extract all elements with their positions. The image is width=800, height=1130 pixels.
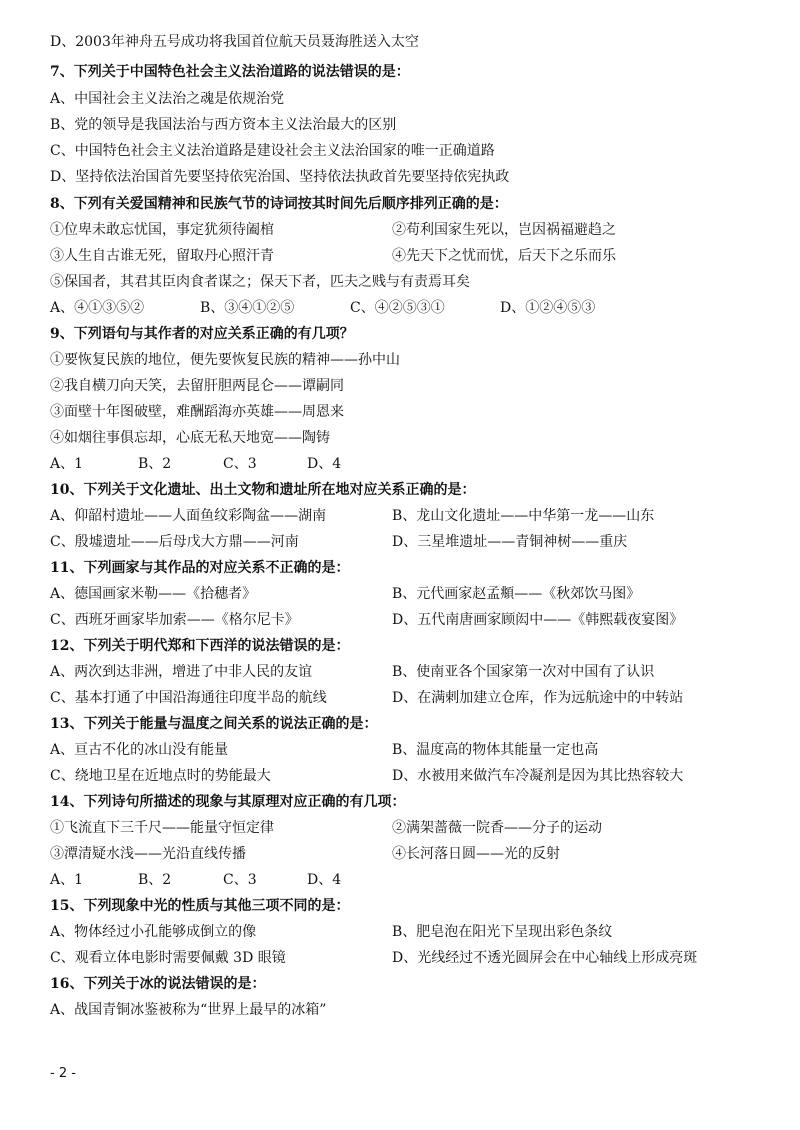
question-11-option-d: D、五代南唐画家顾闳中——《韩熙载夜宴图》 <box>392 612 684 628</box>
question-12-option-c: C、基本打通了中国沿海通往印度半岛的航线 <box>50 690 327 706</box>
question-14-stem: 14、下列诗句所描述的现象与其原理对应正确的有几项： <box>50 794 406 810</box>
question-8-stem: 8、下列有关爱国精神和民族气节的诗词按其时间先后顺序排列正确的是： <box>50 196 508 212</box>
question-13-option-a: A、亘古不化的冰山没有能量 <box>50 742 229 758</box>
question-14-option-b: B、2 <box>138 872 172 888</box>
question-9-item-2: ②我自横刀向天笑，去留肝胆两昆仑——谭嗣同 <box>50 378 344 394</box>
question-15-stem: 15、下列现象中光的性质与其他三项不同的是： <box>50 898 350 914</box>
question-11-option-c: C、西班牙画家毕加索——《格尔尼卡》 <box>50 612 299 628</box>
question-8-option-d: D、①②④⑤③ <box>500 300 596 316</box>
question-15-option-d: D、光线经过不透光圆屏会在中心轴线上形成亮斑 <box>392 950 698 966</box>
question-15-option-b: B、肥皂泡在阳光下呈现出彩色条纹 <box>392 924 613 940</box>
question-7-option-b: B、党的领导是我国法治与西方资本主义法治最大的区别 <box>50 117 397 133</box>
question-13-stem: 13、下列关于能量与温度之间关系的说法正确的是： <box>50 716 378 732</box>
question-8-poem-5: ⑤保国者，其君其臣肉食者谋之；保天下者，匹夫之贱与有责焉耳矣 <box>50 274 470 290</box>
question-14-item-4: ④长河落日圆——光的反射 <box>392 846 560 862</box>
question-10-option-c: C、殷墟遗址——后母戊大方鼎——河南 <box>50 534 299 550</box>
question-15-option-c: C、观看立体电影时需要佩戴 3D 眼镜 <box>50 950 286 966</box>
question-7-stem: 7、下列关于中国特色社会主义法治道路的说法错误的是： <box>50 64 410 80</box>
question-14-option-c: C、3 <box>223 872 257 888</box>
question-12-option-d: D、在满剌加建立仓库，作为远航途中的中转站 <box>392 690 684 706</box>
question-8-option-c: C、④②⑤③① <box>350 300 445 316</box>
page-number: - 2 - <box>50 1066 76 1081</box>
question-14-item-2: ②满架蔷薇一院香——分子的运动 <box>392 820 602 836</box>
question-8-poem-3: ③人生自古谁无死，留取丹心照汗青 <box>50 248 274 264</box>
question-7-option-a: A、中国社会主义法治之魂是依规治党 <box>50 91 285 107</box>
question-9-option-a: A、1 <box>50 456 84 472</box>
question-8-poem-4: ④先天下之忧而忧，后天下之乐而乐 <box>392 248 616 264</box>
question-12-option-a: A、两次到达非洲，增进了中非人民的友谊 <box>50 664 313 680</box>
question-13-option-c: C、绕地卫星在近地点时的势能最大 <box>50 768 271 784</box>
question-10-stem: 10、下列关于文化遗址、出土文物和遗址所在地对应关系正确的是： <box>50 482 476 498</box>
question-16-option-a: A、战国青铜冰鉴被称为“世界上最早的冰箱” <box>50 1002 327 1018</box>
question-15-option-a: A、物体经过小孔能够成倒立的像 <box>50 924 257 940</box>
question-9-option-b: B、2 <box>138 456 172 472</box>
question-16-stem: 16、下列关于冰的说法错误的是： <box>50 976 266 992</box>
question-8-option-b: B、③④①②⑤ <box>200 300 295 316</box>
question-9-option-d: D、4 <box>307 456 342 472</box>
question-14-item-1: ①飞流直下三千尺——能量守恒定律 <box>50 820 274 836</box>
question-11-option-b: B、元代画家赵孟頫——《秋郊饮马图》 <box>392 586 641 602</box>
question-11-stem: 11、下列画家与其作品的对应关系不正确的是： <box>50 560 350 576</box>
question-7-option-c: C、中国特色社会主义法治道路是建设社会主义法治国家的唯一正确道路 <box>50 143 495 159</box>
question-12-option-b: B、使南亚各个国家第一次对中国有了认识 <box>392 664 655 680</box>
question-14-item-3: ③潭清疑水浅——光沿直线传播 <box>50 846 246 862</box>
question-14-option-a: A、1 <box>50 872 84 888</box>
question-9-item-4: ④如烟往事俱忘却，心底无私天地宽——陶铸 <box>50 430 330 446</box>
question-9-option-c: C、3 <box>223 456 257 472</box>
question-8-poem-2: ②苟利国家生死以，岂因祸福避趋之 <box>392 222 616 238</box>
question-12-stem: 12、下列关于明代郑和下西洋的说法错误的是： <box>50 638 350 654</box>
question-9-item-3: ③面壁十年图破壁，难酬蹈海亦英雄——周恩来 <box>50 404 344 420</box>
question-9-stem: 9、下列语句与其作者的对应关系正确的有几项？ <box>50 326 354 342</box>
question-8-poem-1: ①位卑未敢忘忧国，事定犹须待阖棺 <box>50 222 274 238</box>
question-9-item-1: ①要恢复民族的地位，便先要恢复民族的精神——孙中山 <box>50 352 400 368</box>
question-14-option-d: D、4 <box>307 872 342 888</box>
prev-question-option-d: D、2003年神舟五号成功将我国首位航天员聂海胜送入太空 <box>50 34 419 50</box>
question-10-option-d: D、三星堆遗址——青铜神树——重庆 <box>392 534 628 550</box>
question-7-option-d: D、坚持依法治国首先要坚持依宪治国、坚持依法执政首先要坚持依宪执政 <box>50 169 510 185</box>
question-13-option-b: B、温度高的物体其能量一定也高 <box>392 742 599 758</box>
question-8-option-a: A、④①③⑤② <box>50 300 145 316</box>
question-11-option-a: A、德国画家米勒——《拾穗者》 <box>50 586 257 602</box>
question-10-option-a: A、仰韶村遗址——人面鱼纹彩陶盆——湖南 <box>50 508 327 524</box>
question-13-option-d: D、水被用来做汽车冷凝剂是因为其比热容较大 <box>392 768 684 784</box>
question-10-option-b: B、龙山文化遗址——中华第一龙——山东 <box>392 508 655 524</box>
